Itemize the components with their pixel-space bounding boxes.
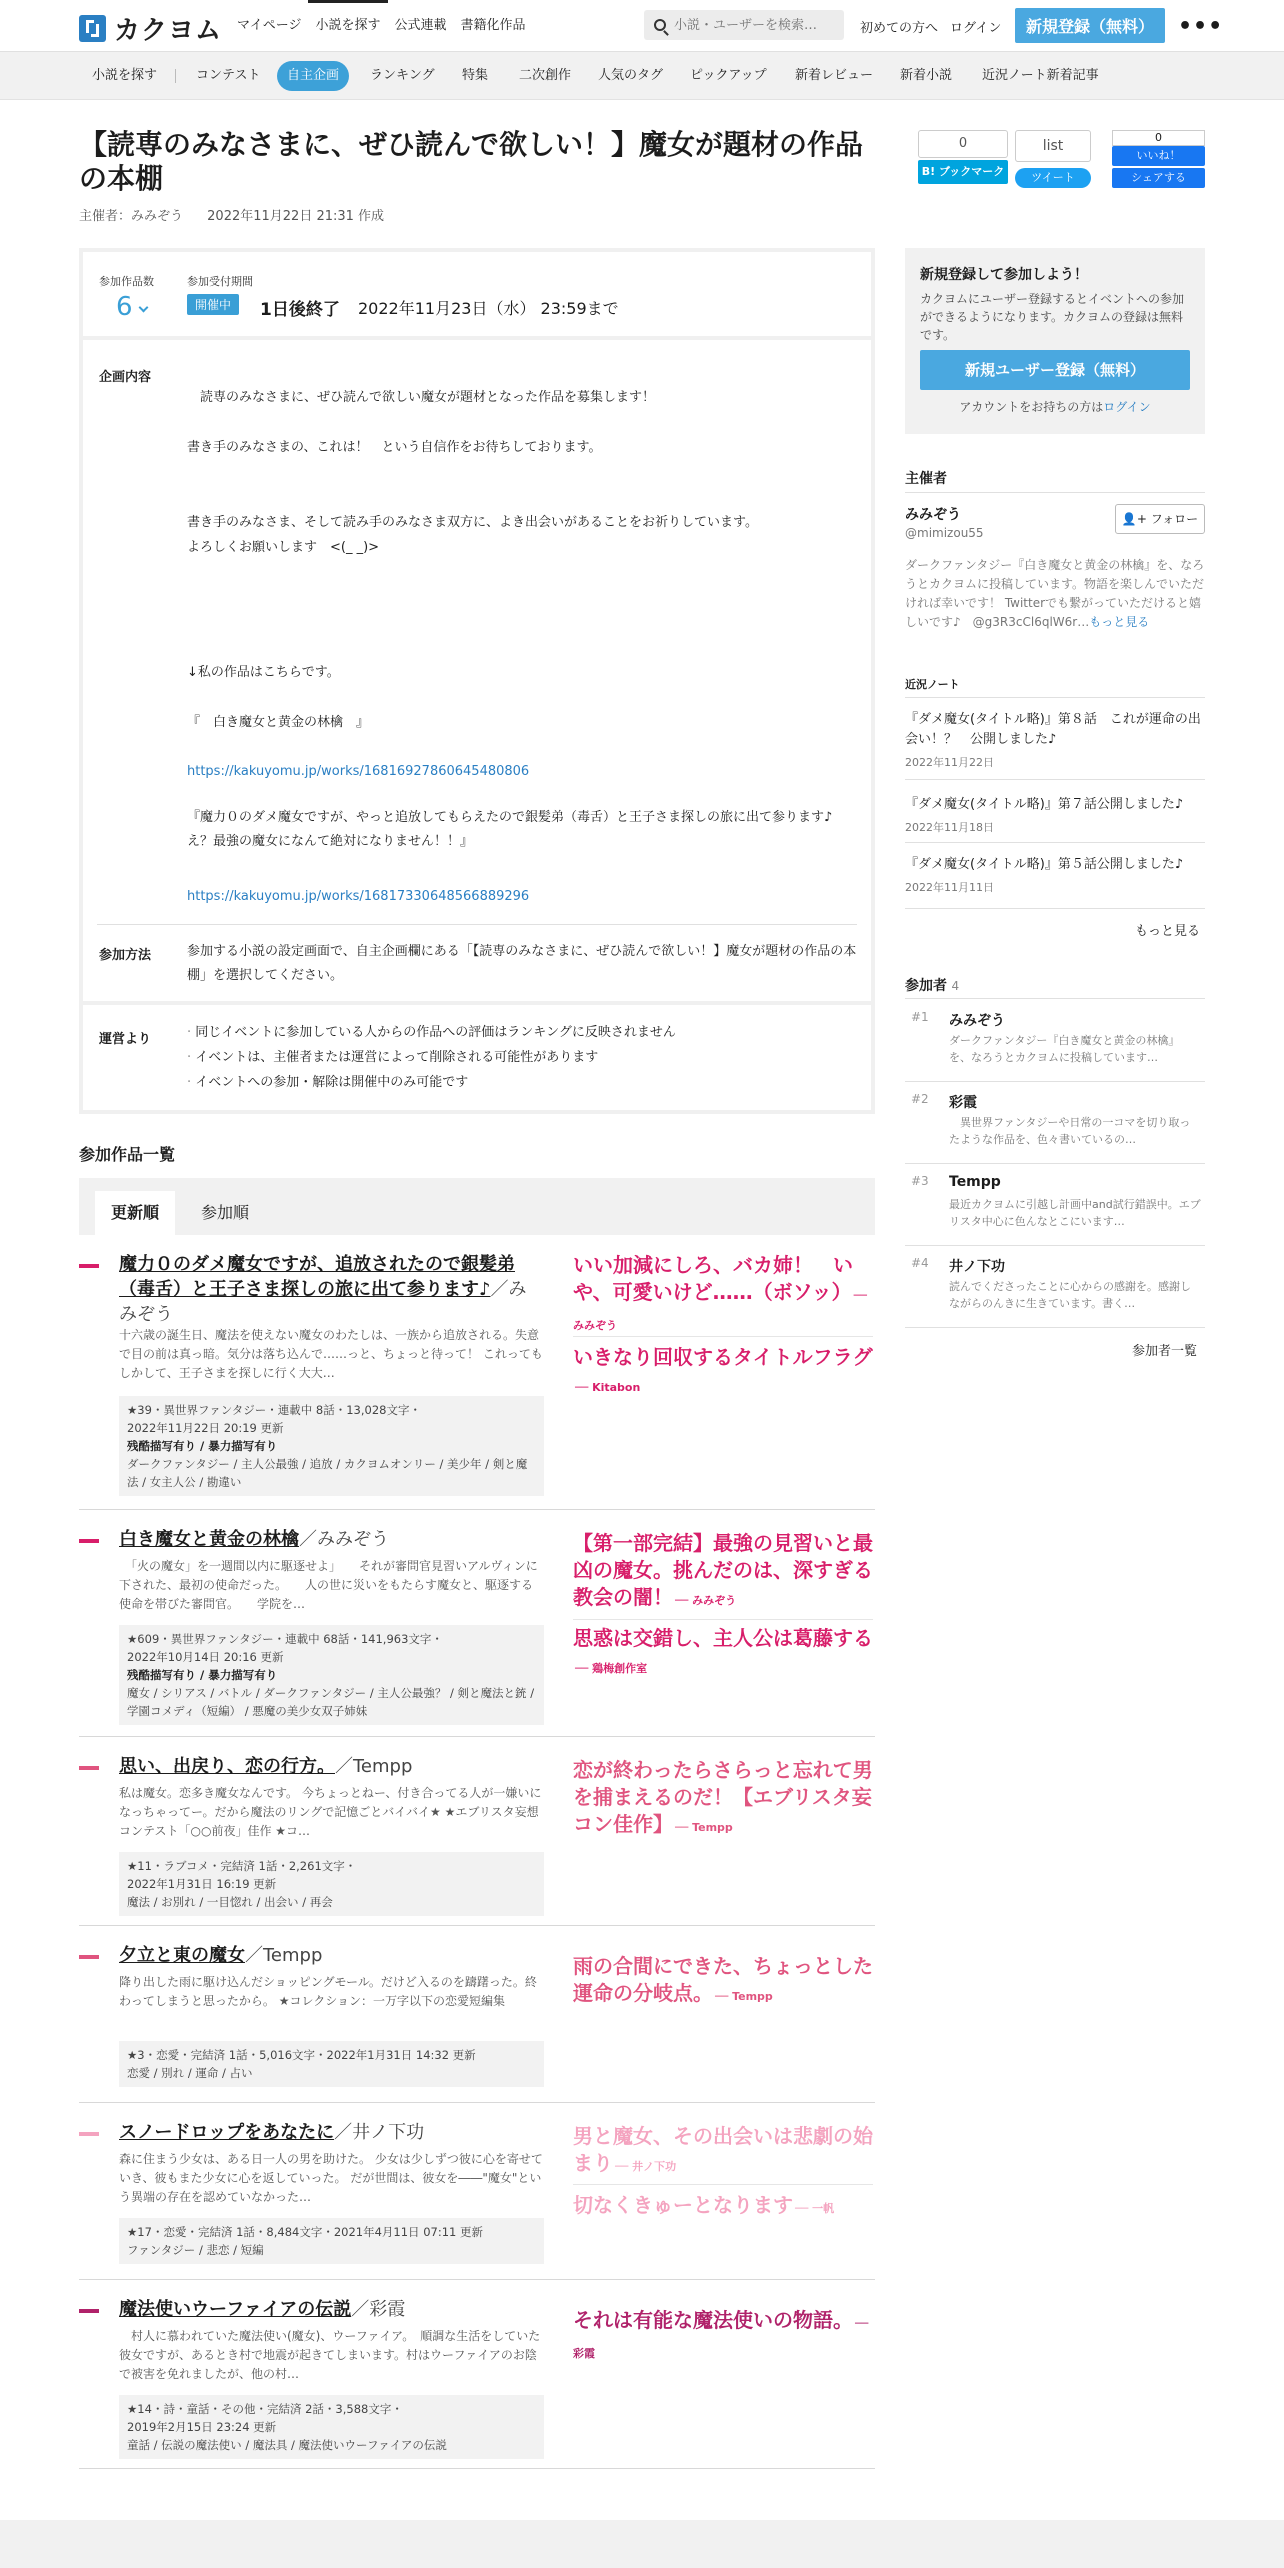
host-id[interactable]: @mimizou55 [905,526,984,540]
work-author[interactable]: ／みみぞう [119,1279,527,1325]
fb-count: 0 [1112,130,1205,146]
divider [905,998,1205,999]
work-author[interactable]: ／彩霞 [351,2299,406,2320]
kinkyo-item[interactable] [905,795,1205,843]
kinkyo-title[interactable]: 『ダメ魔女(タイトル略)』第７話公開しました♪ [905,797,1184,812]
subnav-kinkyo[interactable]: 近況ノート新着記事 [982,68,1099,83]
divider [83,1001,871,1005]
page-title: 【読専のみなさまに、ぜひ読んで欲しい！】魔女が題材の作品の本棚 [79,128,864,195]
promo-text: カクヨムにユーザー登録するとイベントへの参加ができるようになります。カクヨムの登録は無料です。 [920,292,1185,342]
content-line: ↓私の作品はこちらです。 [187,665,340,680]
participants-heading-text: 参加者 [905,978,947,994]
review-author[interactable]: ── みみぞう [675,1594,737,1607]
review-divider [573,1619,873,1620]
divider [905,492,1205,493]
review-text[interactable]: 【第一部完結】最強の見習いと最凶の魔女。挑んだのは、深すぎる教会の闇！ [573,1531,873,1609]
beginner-link[interactable]: 初めての方へ [860,21,939,36]
event-details [79,248,875,1114]
participant-name[interactable]: みみぞう [949,1013,1005,1029]
login-link[interactable]: ログイン [950,21,1002,36]
work-stats: ★609・異世界ファンタジー・連載中 68話・141,963文字・ [127,1632,443,1646]
kinkyo-date: 2022年11月18日 [905,821,994,834]
login-link[interactable]: ログイン [1103,400,1151,414]
search-input[interactable] [674,18,834,33]
review-catchphrase[interactable] [573,1344,873,1401]
host-description [905,556,1205,632]
work-title-text[interactable]: 魔力０のダメ魔女ですが、追放されたので銀髪弟（毒舌）と王子さま探しの旅に出て参ります♪ [119,1254,515,1300]
tweet-button[interactable]: ツイート [1015,168,1091,188]
participant-name[interactable]: 彩霞 [949,1095,977,1111]
work-intro: 「火の魔女」を一週間以内に駆逐せよ」 それが審問官見習いアルヴィンに下された、最初の使命だった。 人の世に災いをもたらす魔女と、駆逐する使命を帯びた審問官。 学院を… [119,1559,538,1611]
entry-count[interactable]: 6 [116,292,133,322]
method-text: 参加する小説の設定画面で、自主企画欄にある「【読専のみなさまに、ぜひ読んで欲しい！】魔女が題材の作品の本棚」を選択してください。 [187,944,857,983]
list-box[interactable]: list [1015,130,1091,162]
work-item [79,1252,875,1510]
work-title[interactable] [119,1252,539,1327]
login-prompt [905,398,1205,415]
work-item [79,1754,875,1926]
kinkyo-date: 2022年11月11日 [905,881,994,894]
logo-text: カクヨム [114,16,223,46]
work-color-mark [79,2132,99,2136]
register-button[interactable]: 新規ユーザー登録（無料） [920,350,1190,390]
work-title[interactable] [119,2297,539,2322]
logo[interactable] [79,10,222,47]
participants-count: 4 [951,979,960,993]
work-info [119,2041,544,2087]
host-heading: 主催者 [905,471,947,487]
tab-joined[interactable]: 参加順 [201,1203,250,1222]
content-line: 書き手のみなさま、そして読み手のみなさま双方に、よき出会いがあることをお祈りしています。 [187,515,758,530]
work-color-mark [79,1539,99,1543]
content-line: 書き手のみなさまの、これは！ という自信作をお待ちしております。 [187,440,602,455]
participant-item[interactable] [905,1166,1205,1246]
facebook-share[interactable] [1112,130,1205,188]
work-title-text[interactable]: 夕立と東の魔女 [119,1945,245,1966]
work-stats: ★14・詩・童話・その他・完結済 2話・3,588文字・ [127,2402,403,2416]
content-line: よろしくお願いします <(_ _)> [187,540,380,555]
work-item [79,1527,875,1737]
review-catchphrase[interactable] [573,2192,873,2222]
subnav-fanfiction[interactable]: 二次創作 [519,68,572,83]
participant-rank: #1 [911,1010,929,1024]
content-line: 読専のみなさまに、ぜひ読んで欲しい魔女が題材となった作品を募集します！ [187,390,656,405]
works-sort-tabs [79,1178,875,1235]
host-name[interactable]: みみぞう [905,507,961,523]
kinkyo-heading: 近況ノート [905,678,960,691]
content-line: 『魔力０のダメ魔女ですが、やっと追放してもらえたので銀髪弟（毒舌）と王子さま探しの旅に出て参ります♪ え？最強の魔女になんて絶対になりません！！』 [187,810,846,849]
sub-nav [0,52,1284,100]
subnav-reviews[interactable]: 新着レビュー [795,68,874,83]
participants-heading [905,975,959,995]
work-item [79,1943,875,2103]
unei-label: 運営より [99,1032,152,1047]
review-divider [573,2184,873,2185]
fb-like-button[interactable]: いいね！ [1112,146,1205,166]
work-stats: ★17・恋愛・完結済 1話・8,484文字・2021年4月11日 07:11 更新 [127,2225,484,2239]
participant-rank: #2 [911,1092,929,1106]
event-summary [83,252,871,340]
participant-rank: #3 [911,1174,929,1188]
nav-mypage[interactable]: マイページ [237,18,302,33]
subnav-divider [175,69,176,83]
chevron-down-icon[interactable] [139,303,149,313]
divider [905,697,1205,698]
work-flags: 残酷描写有り / 暴力描写有り [127,1668,278,1682]
work-color-mark [79,1766,99,1770]
login-prompt-text: アカウントをお持ちの方は [959,400,1104,414]
work-stats: ★3・恋愛・完結済 1話・5,016文字・2022年1月31日 14:32 更新 [127,2048,476,2062]
participant-name[interactable]: 井ノ下功 [949,1259,1005,1275]
hatena-bookmark-button[interactable]: B! ブックマーク [918,160,1008,184]
review-author[interactable]: ── 井ノ下功 [615,2160,677,2173]
follow-label: フォロー [1150,512,1199,526]
work-tags[interactable]: 恋愛 / 別れ / 運命 / 占い [127,2066,253,2080]
fb-share-button[interactable]: シェアする [1112,168,1205,188]
participant-rank: #4 [911,1256,929,1270]
signup-button[interactable]: 新規登録（無料） [1015,8,1165,43]
review-catchphrase[interactable] [573,1953,873,2010]
work-info [119,2218,544,2264]
work-updated: 2022年10月14日 20:16 更新 [127,1650,284,1664]
work-tags[interactable]: ダークファンタジー / 主人公最強 / 追放 / カクヨムオンリー / 美少年 / 剣と魔法 / 女主人公 / 勘違い [127,1457,528,1489]
review-catchphrase[interactable] [573,2307,873,2367]
kinkyo-title[interactable]: 『ダメ魔女(タイトル略)』第８話 これが運命の出会い！？ 公開しました♪ [905,712,1201,747]
kinkyo-date: 2022年11月22日 [905,756,994,769]
review-author[interactable]: ── 鶏梅創作室 [575,1662,648,1675]
divider [97,924,857,925]
work-link[interactable]: https://kakuyomu.jp/works/16816927860645480806 [187,764,530,779]
subnav-pickup[interactable]: ピックアップ [690,68,767,83]
nav-books[interactable]: 書籍化作品 [460,18,526,33]
work-title-text[interactable]: 白き魔女と黄金の林檎 [119,1529,299,1550]
review-catchphrase[interactable] [573,1252,873,1339]
tab-updated[interactable]: 更新順 [95,1191,175,1235]
work-color-mark [79,1264,99,1268]
host-desc-text: ダークファンタジー『白き魔女と黄金の林檎』を、なろうとカクヨムに投稿しています。物語を楽しんでいただければ幸いです！ Twitterでも繋がっていただけると嬉しいです♪ @g3R3cCl6qlW6r… [905,558,1205,629]
work-updated: 2022年1月31日 16:19 更新 [127,1877,277,1891]
work-author[interactable]: ／井ノ下功 [334,2122,425,2143]
review-author[interactable]: ── みみぞう [573,1289,867,1332]
work-info [119,1396,544,1496]
nav-official[interactable]: 公式連載 [394,18,447,33]
work-tags[interactable]: 魔法 / お別れ / 一目惚れ / 出会い / 再会 [127,1895,333,1909]
review-text[interactable]: 男と魔女、その出会いは悲劇の始まり [573,2124,873,2175]
global-nav [230,0,533,52]
search-box[interactable] [644,10,844,40]
work-title-text[interactable]: 思い、出戻り、恋の行方。 [119,1756,335,1777]
participant-item[interactable] [905,1002,1205,1082]
remaining-time: 1日後終了 [260,300,340,320]
review-catchphrase[interactable] [573,1625,873,1682]
work-tags[interactable]: ファンタジー / 悲恋 / 短編 [127,2243,264,2257]
participant-desc: 最近カクヨムに引越し計画中and試行錯誤中。エブリスタ中心に色んなとこにいます… [949,1198,1201,1228]
more-menu-icon[interactable]: ••• [1178,14,1224,39]
work-author[interactable]: ／Tempp [245,1945,323,1966]
hatena-share[interactable] [918,130,1008,184]
participant-item[interactable] [905,1248,1205,1328]
logo-mark-icon [79,15,106,42]
unei-item: · 同じイベントに参加している人からの作品への評価はランキングに反映されません [187,1020,676,1045]
work-intro: 森に住まう少女は、ある日一人の男を助けた。 少女は少しずつ彼に心を寄せていき、彼もまた少女に心を返していった。 だが世間は、彼女を――"魔女"という異端の存在を認めていなかった… [119,2152,543,2204]
works-section-title: 参加作品一覧 [79,1145,176,1164]
promo-title: 新規登録して参加しよう！ [920,267,1088,283]
footer [0,2520,1284,2568]
nav-search-novels[interactable]: 小説を探す [308,0,387,52]
unei-notes [187,1020,676,1095]
tweet-share[interactable] [1015,130,1091,188]
kinkyo-more-link[interactable]: もっと見る [1135,924,1201,939]
participant-desc: 読んでくださったことに心からの感謝を。感謝しながらのんきに生きています。書く… [949,1280,1191,1310]
work-intro: 私は魔女。恋多き魔女なんです。 今ちょっとねー、付き合ってる人が一嫌いになっちゃってー。だから魔法のリングで記憶ごとバイバイ★ ★エブリスタ妄想コンテスト「○○前夜」佳作 ★コ… [119,1786,542,1838]
work-title[interactable] [119,1527,539,1552]
review-text[interactable]: 思惑は交錯し、主人公は葛藤する [573,1626,873,1650]
method-label: 参加方法 [99,948,152,963]
host-label: 主催者：みみぞう [79,209,184,224]
work-title[interactable] [119,1943,539,1968]
subnav-tags[interactable]: 人気のタグ [598,68,664,83]
work-updated: 2019年2月15日 23:24 更新 [127,2420,277,2434]
work-title[interactable] [119,2120,539,2145]
search-icon [654,19,666,31]
work-intro: 十六歳の誕生日、魔法を使えない魔女のわたしは、一族から追放される。失意で目の前は真っ暗。気分は落ち込んで……っと、ちょっと待って！ これってもしかして、王子さまを探しに行く大大… [119,1328,543,1380]
review-author[interactable]: ── 彩霞 [573,2317,869,2360]
created-date: 2022年11月22日 21:31 作成 [207,209,385,224]
work-flags: 残酷描写有り / 暴力描写有り [127,1439,278,1453]
deadline: 2022年11月23日（水） 23:59まで [358,299,619,318]
participant-item[interactable] [905,1084,1205,1164]
kinkyo-title[interactable]: 『ダメ魔女(タイトル略)』第５話公開しました♪ [905,857,1184,872]
review-catchphrase[interactable] [573,1530,873,1614]
work-stats: ★39・異世界ファンタジー・連載中 8話・13,028文字・ [127,1403,421,1417]
unei-item: · イベントは、主催者または運営によって削除される可能性があります [187,1045,676,1070]
review-text[interactable]: 恋が終わったらさらっと忘れて男を捕まえるのだ！【エブリスタ妄コン佳作】 [573,1758,873,1836]
work-tags[interactable]: 魔女 / シリアス / バトル / ダークファンタジー / 主人公最強？ / 剣と魔法と銃 / 学園コメディ（短編） / 悪魔の美少女双子姉妹 [127,1686,535,1718]
work-author[interactable]: ／Tempp [335,1756,413,1777]
review-text[interactable]: それは有能な魔法使いの物語。 [573,2308,853,2332]
work-updated: 2022年11月22日 20:19 更新 [127,1421,284,1435]
period-label: 参加受付期間 [187,275,253,288]
review-text[interactable]: いきなり回収するタイトルフラグ [573,1345,873,1369]
participant-name[interactable]: Tempp [949,1174,1001,1190]
subnav-find[interactable]: 小説を探す [92,68,158,83]
review-author[interactable]: ── Kitabon [575,1381,641,1394]
work-author[interactable]: ／みみぞう [299,1529,389,1550]
subnav-ranking[interactable]: ランキング [370,68,435,83]
review-author[interactable]: ── Tempp [675,1821,733,1834]
subnav-new-novels[interactable]: 新着小説 [900,68,953,83]
unei-item: · イベントへの参加・解除は開催中のみ可能です [187,1070,676,1095]
participants-all-link[interactable]: 参加者一覧 [1132,1344,1198,1359]
work-intro: 村人に慕われていた魔法使い(魔女)、ウーファイア。 順調な生活をしていた彼女ですが、あるとき村で地震が起きてしまいます。村はウーファイアのお陰で被害を免れましたが、他の村… [119,2329,541,2381]
work-title-text[interactable]: スノードロップをあなたに [119,2122,335,2143]
review-catchphrase[interactable] [573,2123,873,2180]
global-header [0,0,1284,52]
subnav-jishukikaku[interactable]: 自主企画 [277,61,349,91]
work-tags[interactable]: 童話 / 伝説の魔法使い / 魔法具 / 魔法使いウーファイアの伝説 [127,2438,447,2452]
host-more-link[interactable]: もっと見る [1089,615,1150,629]
review-divider [573,1336,873,1337]
review-text[interactable]: いい加減にしろ、バカ姉！ いや、可愛いけど……（ボソッ） [573,1253,853,1304]
work-info [119,2395,544,2459]
signup-promo [905,248,1205,434]
kinkyo-item[interactable] [905,855,1205,909]
work-intro: 降り出した雨に駆け込んだショッピングモール。だけど入るのを躊躇った。終わってしまうと思ったから。 ★コレクション：一万字以下の恋愛短編集 [119,1975,537,2008]
review-author[interactable]: ── 一帆 [795,2202,835,2215]
follow-icon: 👤+ [1121,512,1151,526]
status-badge: 開催中 [187,294,239,315]
work-color-mark [79,2309,99,2313]
work-title-text[interactable]: 魔法使いウーファイアの伝説 [119,2299,352,2320]
hatena-count: 0 [918,130,1008,158]
review-author[interactable]: ── Tempp [715,1990,773,2003]
follow-button[interactable] [1115,504,1205,534]
count-label: 参加作品数 [99,275,154,288]
subnav-contest[interactable]: コンテスト [196,68,261,83]
work-info [119,1625,544,1725]
subnav-feature[interactable]: 特集 [462,68,489,83]
participant-desc: 異世界ファンタジーや日常の一コマを切り取ったような作品を、色々書いているの… [949,1116,1191,1146]
review-catchphrase[interactable] [573,1757,873,1841]
work-title[interactable] [119,1754,539,1779]
work-stats: ★11・ラブコメ・完結済 1話・2,261文字・ [127,1859,357,1873]
content-label: 企画内容 [99,370,152,385]
work-item [79,2120,875,2280]
event-meta [79,205,404,224]
work-link[interactable]: https://kakuyomu.jp/works/16817330648566889296 [187,889,530,904]
content-line: 『 白き魔女と黄金の林檎 』 [187,715,370,730]
review-text[interactable]: 切なくきゅーとなります [573,2193,793,2217]
work-item [79,2297,875,2469]
kinkyo-item[interactable] [905,710,1205,780]
work-info [119,1852,544,1916]
work-color-mark [79,1955,99,1959]
participant-desc: ダークファンタジー『白き魔女と黄金の林檎』を、なろうとカクヨムに投稿しています… [949,1034,1180,1064]
review-text[interactable]: 雨の合間にできた、ちょっとした運命の分岐点。 [573,1954,873,2005]
